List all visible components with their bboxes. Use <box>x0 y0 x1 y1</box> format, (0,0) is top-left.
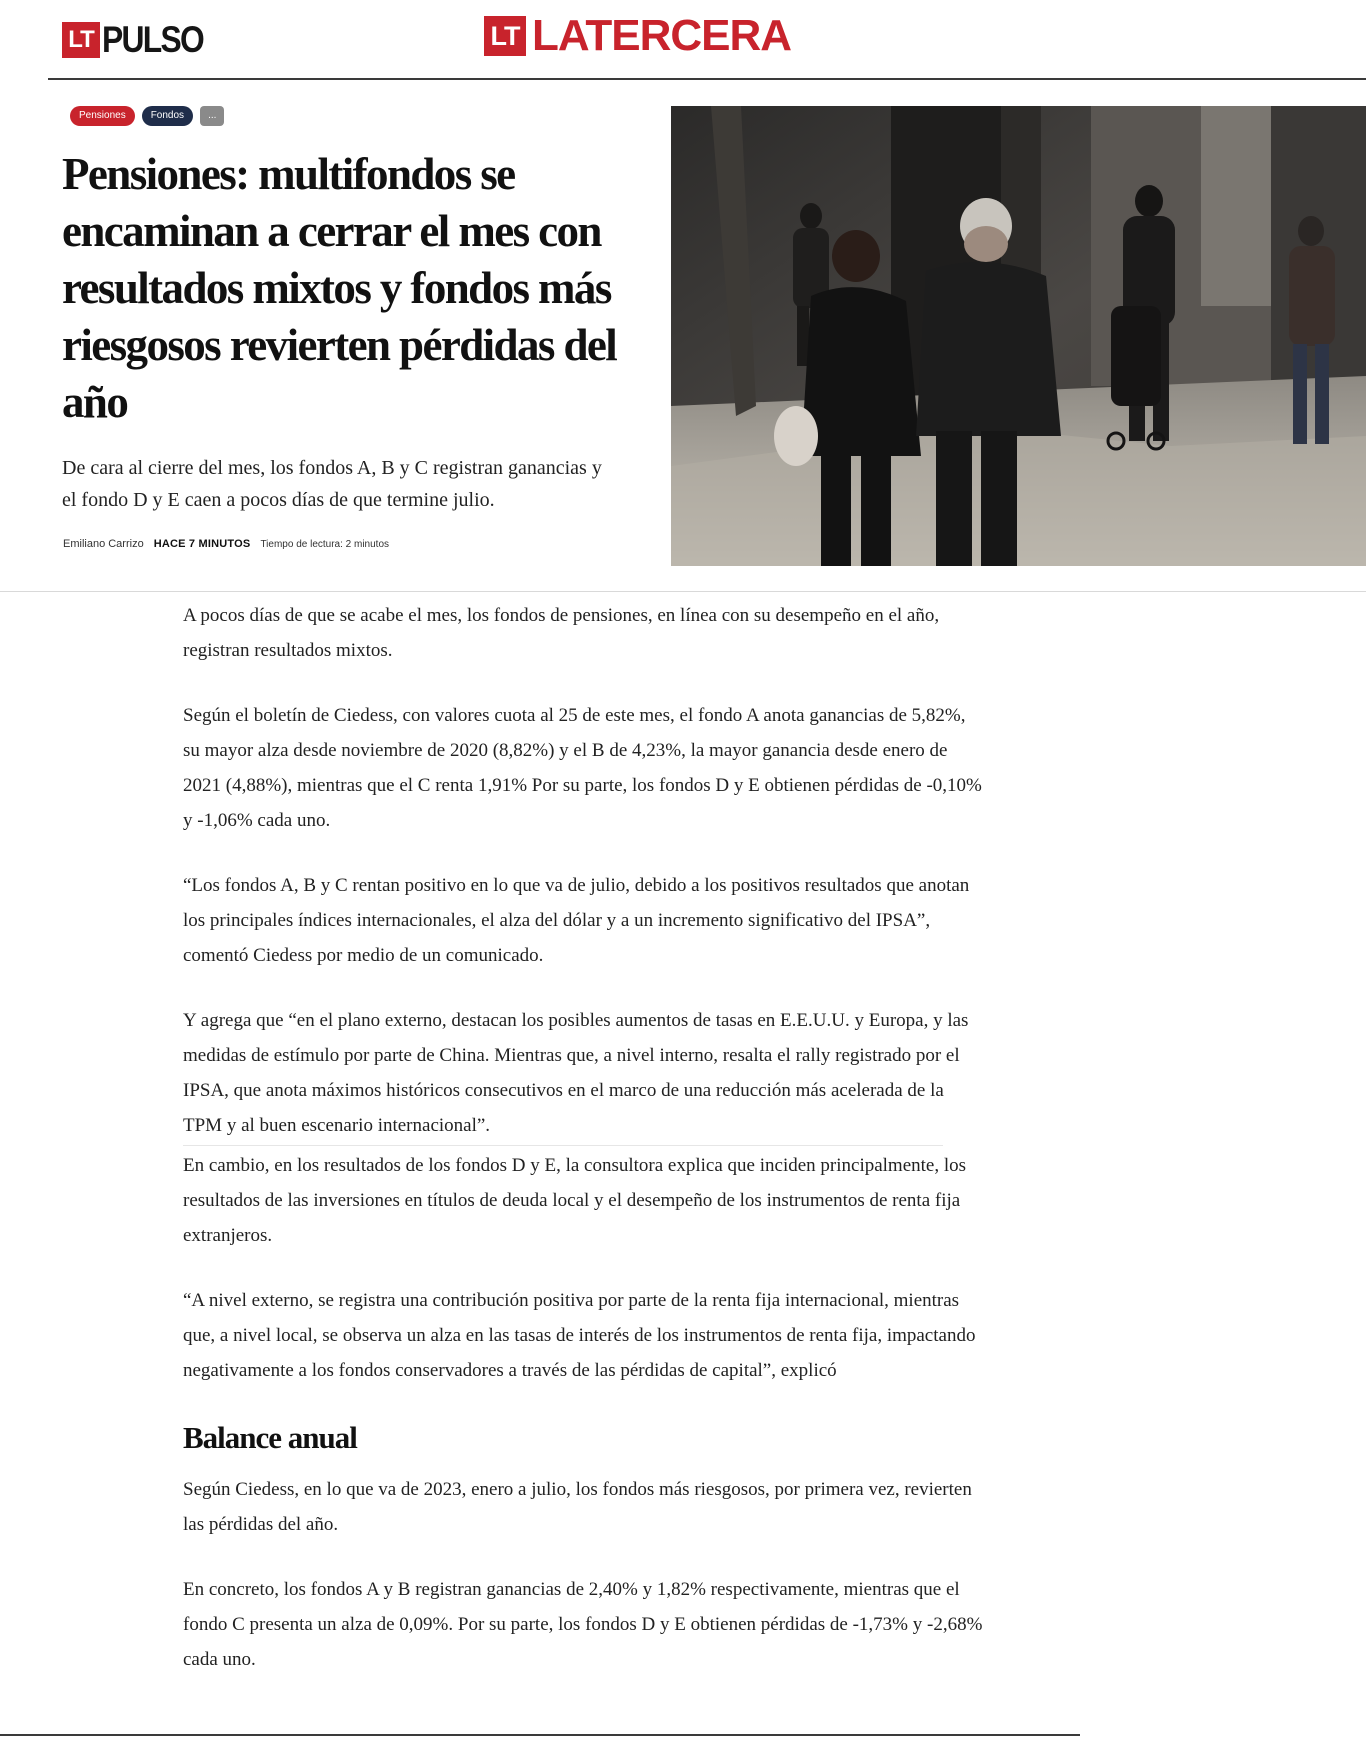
header-divider <box>48 78 1366 80</box>
article-headline: Pensiones: multifondos se encaminan a cerrar el mes con resultados mixtos y fondos más riesgosos revierten pérdidas del año <box>62 149 617 427</box>
hero-photo-illustration <box>671 106 1366 566</box>
article-paragraph: En cambio, en los resultados de los fondos D y E, la consultora explica que inciden principalmente, los resultados de las inversiones en títulos de deuda local y el desempeño de los instrumentos de renta fija extranjeros. <box>183 1155 967 1246</box>
article-body <box>183 598 983 1707</box>
paragraph-divider <box>183 1145 943 1146</box>
article-paragraph: A pocos días de que se acabe el mes, los fondos de pensiones, en línea con su desempeño en el año, registran resultados mixtos. <box>183 605 940 661</box>
article-paragraph: “A nivel externo, se registra una contribución positiva por parte de la renta fija internacional, mientras que, a nivel local, se observa un alza en las tasas de interés de los instrumentos de renta fija, impactando negativamente a los fondos conservadores a través de las pérdidas de capital”, explicó <box>183 1290 976 1381</box>
tag-fondos[interactable]: Fondos <box>142 106 193 126</box>
reading-time: Tiempo de lectura: 2 minutos <box>260 539 390 550</box>
byline <box>63 538 389 550</box>
latercera-logo-badge: LT <box>484 16 526 56</box>
author-link[interactable]: Emiliano Carrizo <box>63 538 144 550</box>
publish-time: HACE 7 MINUTOS <box>153 538 251 550</box>
article-paragraph: Y agrega que “en el plano externo, destacan los posibles aumentos de tasas en E.E.U.U. y Europa, y las medidas de estímulo por parte de China. Mientras que, a nivel interno, resalta el rally registrado por el IPSA, que anota máximos históricos consecutivos en el marco de una reducción más acelerada de la TPM y al buen escenario internacional”. <box>183 1010 969 1136</box>
tag-list <box>70 106 224 126</box>
subtitle-line: De cara al cierre del mes, los fondos A, B y C registran ganancias y <box>62 457 602 479</box>
article-paragraph: “Los fondos A, B y C rentan positivo en lo que va de julio, debido a los positivos resultados que anotan los principales índices internacionales, el alza del dólar y a un incremento significativo del IPSA”, comentó Ciedess por medio de un comunicado. <box>183 875 970 966</box>
article-paragraph: En concreto, los fondos A y B registran ganancias de 2,40% y 1,82% respectivamente, mientras que el fondo C presenta un alza de 0,09%. Por su parte, los fondos D y E obtienen pérdidas de -1,73% y -2,68% cada uno. <box>183 1579 983 1670</box>
bottom-divider <box>0 1734 1080 1736</box>
site-header <box>0 0 1366 80</box>
tag-more-button[interactable]: ... <box>200 106 224 126</box>
tag-pensiones[interactable]: Pensiones <box>70 106 135 126</box>
hero-photo <box>671 106 1366 566</box>
pulso-logo-word: PULSO <box>102 19 204 60</box>
pulso-logo-badge: LT <box>62 22 100 58</box>
pulso-logo-link[interactable] <box>62 20 219 60</box>
article-paragraph: Según el boletín de Ciedess, con valores cuota al 25 de este mes, el fondo A anota ganancias de 5,82%, su mayor alza desde noviembre de 2020 (8,82%) y el B de 4,23%, la mayor ganancia desde enero de 2021 (4,88%), mientras que el C renta 1,91% Por su parte, los fondos D y E obtienen pérdidas de -0,10% y -1,06% cada uno. <box>183 705 982 831</box>
subtitle-line: el fondo D y E caen a pocos días de que termine julio. <box>62 489 495 511</box>
latercera-logo-word: LATERCERA <box>532 11 792 60</box>
latercera-logo-link[interactable] <box>484 11 792 60</box>
article-subtitle <box>62 452 657 516</box>
hero-divider <box>0 591 1366 592</box>
article-paragraph: Según Ciedess, en lo que va de 2023, enero a julio, los fondos más riesgosos, por primera vez, revierten las pérdidas del año. <box>183 1479 972 1535</box>
section-heading: Balance anual <box>183 1420 357 1455</box>
